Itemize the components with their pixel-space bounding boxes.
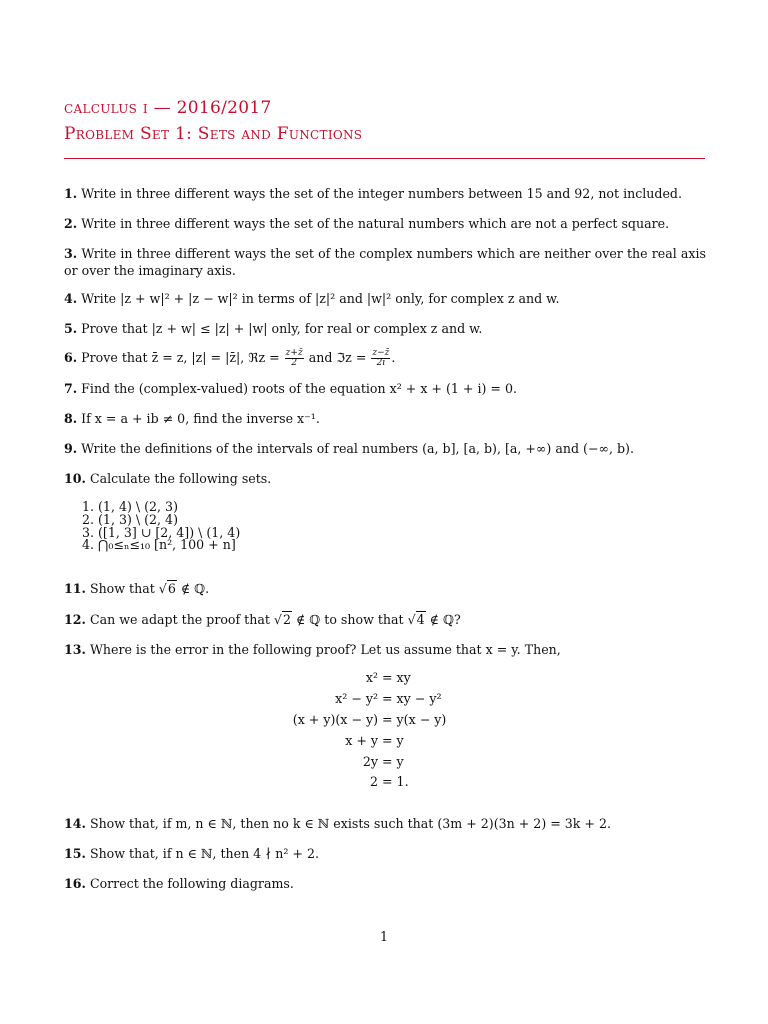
problem-number: 8.	[64, 411, 78, 426]
problem-text: Write in three different ways the set of the integer numbers between 15 and 92, not included.	[81, 186, 682, 201]
problem-text-2: and ℑz =	[308, 350, 367, 365]
problem-8	[64, 410, 706, 427]
problem-13	[64, 641, 706, 658]
problem-number: 5.	[64, 321, 78, 336]
problem-3	[64, 245, 706, 279]
problem-7	[64, 380, 706, 397]
problem-text: If x = a + ib ≠ 0, find the inverse x⁻¹.	[81, 411, 320, 426]
problem-text: Write |z + w|² + |z − w|² in terms of |z|² and |w|² only, for complex z and w.	[81, 291, 560, 306]
header-rule	[64, 158, 705, 159]
problem-text: Find the (complex-valued) roots of the equation x² + x + (1 + i) = 0.	[81, 381, 517, 396]
course-title: calculus i — 2016/2017	[64, 98, 272, 118]
fraction-real-part: $\frac{z+z̄}{2}$	[285, 348, 303, 368]
problem-11: 11. Show that √6 ∉ ℚ.	[64, 581, 210, 596]
problem-16	[64, 875, 706, 892]
problem-text: Prove that |z + w| ≤ |z| + |w| only, for real or complex z and w.	[81, 321, 483, 336]
problem-text: Write in three different ways the set of the natural numbers which are not a perfect square.	[81, 216, 670, 231]
problem-text: Show that, if m, n ∈ ℕ, then no k ∈ ℕ exists such that (3m + 2)(3n + 2) = 3k + 2.	[89, 816, 612, 831]
problem-set-title: Problem Set 1: Sets and Functions	[64, 124, 363, 144]
problem-number: 4.	[64, 291, 78, 306]
problem-10	[64, 470, 706, 487]
problem-text: Show that, if n ∈ ℕ, then 4 ∤ n² + 2.	[89, 846, 319, 861]
radicand: 6	[167, 581, 176, 596]
problem-12: 12. Can we adapt the proof that √2 ∉ ℚ to show that √4 ∉ ℚ?	[64, 612, 461, 627]
problem-number: 3.	[64, 246, 78, 261]
list-item: 3. ([1, 3] ∪ [2, 4]) \ (1, 4)	[82, 524, 241, 540]
problem-number: 7.	[64, 381, 78, 396]
problem-2	[64, 215, 706, 232]
radicand: 4	[416, 612, 425, 627]
problem-text: Write in three different ways the set of the complex numbers which are neither over the real axis or over the imaginary axis.	[64, 246, 706, 278]
problem-text: Prove that z̄̄ = z, |z| = |z̄|, ℜz =	[81, 350, 280, 365]
problem-number: 6.	[64, 350, 78, 365]
problem-1	[64, 185, 706, 202]
sets-list	[82, 501, 240, 552]
problem-number: 2.	[64, 216, 78, 231]
problem-6: 6. Prove that z̄̄ = z, |z| = |z̄|, ℜz = $\frac{z+z̄}{2}$ and ℑz = $\frac{z-z̄}{2i}$ .	[64, 348, 396, 368]
problem-14	[64, 815, 706, 832]
problem-number: 9.	[64, 441, 78, 456]
list-item: 4. ⋂₀≤ₙ≤₁₀ [n², 100 + n]	[82, 537, 236, 553]
problem-number: 11.	[64, 581, 86, 596]
problem-text: Calculate the following sets.	[89, 471, 272, 486]
problem-number: 10.	[64, 471, 86, 486]
problem-number: 13.	[64, 642, 86, 657]
list-item: 2. (1, 3) \ (2, 4)	[82, 511, 178, 527]
problem-number: 16.	[64, 876, 86, 891]
problem-4	[64, 290, 706, 307]
page-number: 1	[379, 929, 388, 944]
radicand: 2	[282, 612, 291, 627]
problem-number: 12.	[64, 612, 86, 627]
problem-text: Where is the error in the following proof? Let us assume that x = y. Then,	[89, 642, 561, 657]
problem-number: 1.	[64, 186, 78, 201]
fraction-imag-part: $\frac{z-z̄}{2i}$	[372, 348, 390, 368]
problem-text: Correct the following diagrams.	[89, 876, 294, 891]
list-item: 1. (1, 4) \ (2, 3)	[82, 499, 178, 514]
problem-15	[64, 845, 706, 862]
problem-5	[64, 320, 706, 337]
problem-number: 15.	[64, 846, 86, 861]
problem-9	[64, 440, 706, 457]
problem-number: 14.	[64, 816, 86, 831]
problem-text: Write the definitions of the intervals of real numbers (a, b], [a, b), [a, +∞) and (−∞, b).	[81, 441, 634, 456]
